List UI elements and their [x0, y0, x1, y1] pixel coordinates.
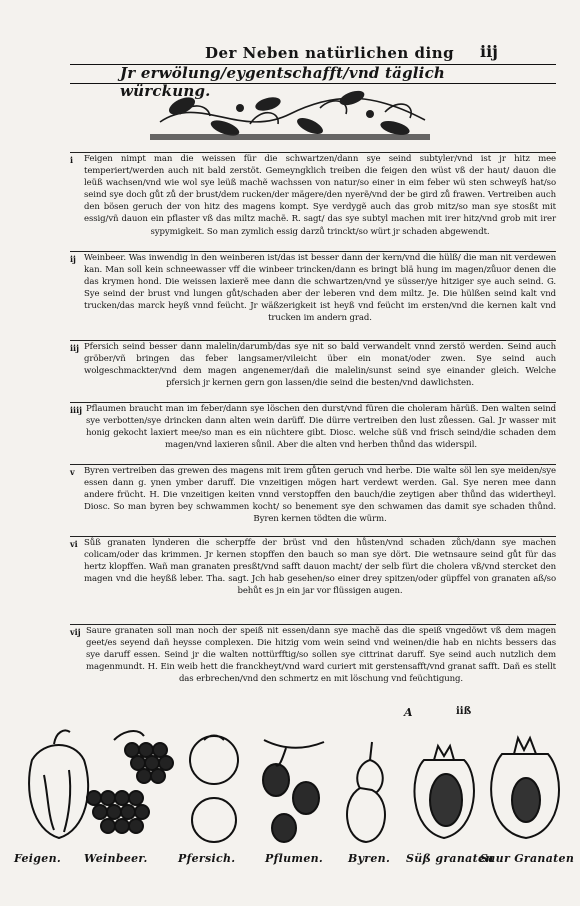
entry-text: Pflaumen braucht man im feber/dann sye löschen den durst/vnd füren die choleram härüß. Den walten seind sye verbotten/sye drincken dann alten wein darüff. Die dürre vertreiben den lust zůessen. Gal. Jr wasser mit honig gekocht laxiert mee/so man es ein nüchtere gibt. Diosc. welche süß vnd frisch seind/die schaden dem magen/vnd laxieren sůnil. Aber die alten vnd herben thůnd das widerspil.: [86, 404, 556, 451]
entry-text: Pfersich seind besser dann malelin/darumb/das sye nit so bald verwandelt vnnd zerstö werden. Seind auch gröber/vñ bringen das feber langsamer/vileicht über ein monat/oder zwen. Sye seind auch wolgeschmackter/vnd dem magen angenemer/dañ die malelin/sunst seind sye einander gleich. Welche pfersich jr kernen gern gon lassen/die seind die besten/vnd dawlichsten.: [84, 342, 556, 389]
fruit-label-weinbeer: Weinbeer.: [84, 852, 148, 865]
pomegranate-sour-illustration: [491, 738, 559, 838]
page-number: iij: [480, 42, 498, 61]
entry-pfersich: [70, 341, 556, 389]
signature-mark: A: [404, 706, 413, 719]
folio-mark: iiß: [456, 706, 472, 717]
fruit-label-feigen: Feigen.: [14, 852, 62, 865]
pomegranate-sweet-illustration: [414, 746, 473, 838]
entry-text: Byren vertreiben das grewen des magens mit irem gůten geruch vnd herbe. Die walte söl len sye meiden/sye essen dann g. ynen ymber daruff. Die vnzeitigen mögen hart verdewt werden. Gal. Sye neren mee dann andere frücht. H. Die vnzeitigen keiten vnnd verstopffen den bauch/die zeytigen aber thůnd das widertheyl. Diosc. So man byren bey schwammen kocht/ so benement sye den schwamen das damit sye schaden thůnd. Byren kernen tödten die würm.: [84, 466, 556, 525]
fruit-label-suss-granaten: Süß granaten: [406, 852, 494, 865]
section-subtitle: Jr erwölung/eygentschafft/vnd täglich würckung.: [120, 64, 446, 100]
entry-text: Feigen nimpt man die weissen für die schwartzen/dann sye seind subtyler/vnd ist jr hitz mee temperiert/werden auch nit bald zerstöt. Gemeyngklich treiben die feigen den wüst vß der haut/ dauon die leüß wachsen/vnd wie wol sye leüß machẽ wachssen von natur/so einer in eim feber wü sten schweyß hat/so seind sye doch gůt zů der brust/dem rucken/der mägere/den nyerẽ/vnd der be gird zů frawen. Vertreiben auch den bösen geruch der von hitz des magens kompt. Sye verdygẽ auch das grob mitz/so man sye stosßt mit essig/vñ dauon ein pflaster vß das miltz machẽ. R. sagt/ das sye subtyl machen mit irer hitz/vnd grob mit irer sypymigkeit. So man zymlich essig darzů trinckt/so würt jr schaden abgewendt.: [84, 154, 556, 237]
fruit-label-pflumen: Pflumen.: [265, 852, 324, 865]
running-title: Der Neben natürlichen ding: [205, 44, 455, 62]
fruit-label-saur-granaten: Saur Granaten: [480, 852, 575, 865]
entry-text: Sůß granaten lynderen die scherpffe der brüst vnd den hůsten/vnd schaden zůch/dann sye machen colicam/oder das krimmen. Jr kernen stopffen den bauch so man sye dört. Die wetnsaure seind gůt für das hertz klopffen. Wañ man granaten presßt/vnd safft dauon macht/ der selb fürt die cholera vß/vnd stercket den magen vnd die heyßß leber. Tha. sagt. Jch hab gesehen/so einer drey spitzen/oder güpffel von granaten aß/so behůt es jn ein jar vor flüssigen augen.: [84, 538, 556, 597]
entry-number: i: [70, 155, 74, 165]
decorative-vine-ornament: [140, 84, 440, 146]
entry-text: Weinbeer. Was inwendig in den weinberen ist/das ist besser dann der kern/vnd die hülß/ die man nit verdewen kan. Man soll kein schneewasser vff die winbeer trincken/dann es bringt blä hung im magen/zůuor denen die das krymen hond. Die weissen laxierẽ mee dann die schwartzen/vnd ye süsser/ye hitziger sye auch seind. G. Sye seind der brust vnd lungen gůt/schaden aber der leberen vnd dem miltz. Je. Die hülßen seind kalt vnd trucken/das marck heyß vnnd feücht. Jr wäßzerigkeit ist heyß vnd feücht im ersten/vnd die kernen kalt vnd trucken im andern grad.: [84, 253, 556, 324]
entry-number: iiij: [70, 405, 83, 415]
entry-pflaumen: [70, 403, 556, 451]
pear-illustration: [347, 742, 385, 842]
peach-illustration: [190, 736, 238, 843]
fruit-woodcut-illustrations: [14, 720, 570, 850]
entry-byren: [70, 465, 556, 525]
grape-illustration: [87, 731, 173, 833]
entry-number: vij: [70, 627, 81, 637]
fig-illustration: [29, 731, 88, 839]
entry-text: Saure granaten soll man noch der speiß nit essen/dann sye machẽ das die speiß vngedöwt vß dem magen geet/es seyend dañ heysse complexen. Die hitzig vom wein seind vnd weinen/die hab en nichts bessers das sye daruff essen. Seind jr die walten nottürfftig/so sollen sye cittrinat daruff. Sye seind auch nutzlich dem magenmundt. H. Ein weib hett die franckheyt/vnd ward curiert mit gerstensafft/vnd granat safft. Dañ es stellt das erbrechen/vnd den schmertz en mit löschung vnd feüchtigung.: [86, 626, 556, 685]
entry-feigen: [70, 153, 556, 238]
fruit-label-byren: Byren.: [348, 852, 391, 865]
entry-number: v: [70, 467, 75, 477]
entry-suss-granaten: [70, 537, 556, 597]
entry-number: vi: [70, 539, 78, 549]
fruit-label-pfersich: Pfersich.: [178, 852, 236, 865]
entry-number: ij: [70, 254, 76, 264]
plum-illustration: [263, 740, 324, 842]
entry-number: iij: [70, 343, 79, 353]
entry-weinbeer: [70, 252, 556, 325]
entry-saur-granaten: [70, 625, 556, 685]
